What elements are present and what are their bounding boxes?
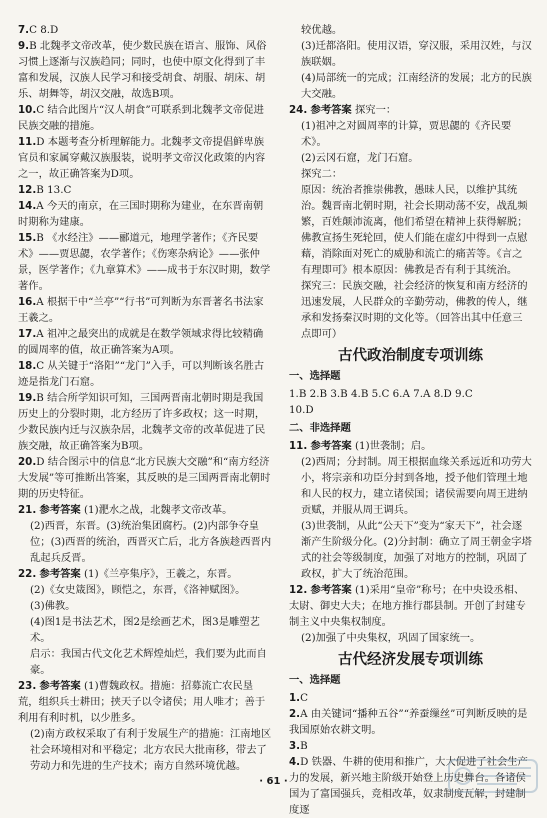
question-number: 14. <box>18 200 37 212</box>
answer-item <box>18 390 273 454</box>
answer-row-2: 10.D <box>289 404 314 416</box>
answer-text: (3)迁都洛阳。使用汉语，穿汉服，采用汉姓，与汉族联姻。 <box>301 40 532 68</box>
answer-item <box>289 582 532 630</box>
answer-item <box>289 438 532 454</box>
question-number: 22. <box>18 568 37 580</box>
answer-subline <box>289 182 532 278</box>
question-number: 24. <box>289 104 308 116</box>
answer-text: (1)曹魏政权。措施：招募流亡农民垦荒，组织兵士耕田；挟天子以令诸侯；用人唯才；善于利用有利时机，以少胜多。 <box>18 680 266 724</box>
answer-text: 探究三：民族交融，社会经济的恢复和南方经济的迅速发展，人民群众的辛勤劳动，佛教的传人，继承和发扬秦汉时期的文化等。（回答出其中任意三点即可） <box>301 280 528 340</box>
question-number: 20. <box>18 456 37 468</box>
answer-text: B 结合所学知识可知，三国两晋南北朝时期是我国历史上的分裂时期，北方经历了许多政权；这一时期，少数民族内迁与汉族杂居，北魏孝文帝的改革促进了民族交融，故正确答案为B项。 <box>18 392 266 452</box>
answer-subline <box>289 454 532 518</box>
right-column <box>289 22 532 818</box>
answer-subline <box>289 118 532 150</box>
answer-item <box>18 502 273 518</box>
answer-item <box>18 678 273 726</box>
answer-text: C 从关键于“洛阳”“龙门”入手，可以判断该名胜古迹是指龙门石窟。 <box>18 360 265 388</box>
answer-text: (2)云冈石窟，龙门石窟。 <box>301 152 419 164</box>
answer-text: (4)局部统一的完成；江南经济的发展；北方的民族大交融。 <box>301 72 532 100</box>
answer-subline <box>18 598 273 614</box>
question-number: 15. <box>18 232 37 244</box>
answer-continuation <box>289 22 532 38</box>
section-head-choice-2: 一、选择题 <box>289 674 341 686</box>
question-number: 11. <box>18 136 37 148</box>
question-number: 17. <box>18 328 37 340</box>
answer-subline <box>18 614 273 646</box>
answer-label: 参考答案 <box>310 440 352 452</box>
question-number: 10. <box>18 104 37 116</box>
answer-item <box>289 102 532 118</box>
answer-label: 参考答案 <box>39 504 81 516</box>
answer-text: B <box>300 740 308 752</box>
answer-item <box>18 22 273 38</box>
answer-text: A 由关键词“播种五谷”“养蚕缫丝”可判断反映的是我国原始农耕文明。 <box>289 708 528 736</box>
answer-text: (1)祖冲之对圆周率的计算，贾思勰的《齐民要术》。 <box>301 120 512 148</box>
answer-item <box>18 182 273 198</box>
answer-label: 参考答案 <box>39 680 81 692</box>
answer-subline <box>289 278 532 342</box>
answer-text: C 8.D <box>29 24 59 36</box>
answer-text: 较优越。 <box>301 24 343 36</box>
answer-item <box>18 198 273 230</box>
answer-item <box>18 230 273 294</box>
answer-text: (3)世袭制，从此“公天下”变为“家天下”，社会逐渐产生阶级分化。(2)分封制：确立了周王朝金字塔式的社会等级制度，加强了对地方的控制，巩固了政权，扩大了统治范围。 <box>301 520 532 580</box>
section-title-economic: 古代经济发展专项训练 <box>338 652 483 668</box>
answer-text: C 结合此图片“汉人胡食”可联系到北魏孝文帝促进民族交融的措施。 <box>18 104 264 132</box>
watermark-logo-icon <box>447 758 539 794</box>
answer-text: (2)南方政权采取了有利于发展生产的措施：江南地区社会环境相对和平稳定；北方农民大批南移，带去了劳动力和先进的生产技术；南方自然环境优越。 <box>30 728 272 772</box>
question-number: 21. <box>18 504 37 516</box>
question-number: 12. <box>289 584 308 596</box>
question-number: 9. <box>18 40 30 52</box>
answer-item <box>18 566 273 582</box>
left-column <box>18 22 273 774</box>
answer-item <box>18 134 273 182</box>
answer-subline <box>289 38 532 70</box>
answer-text: (1)世袭制；启。 <box>355 440 432 452</box>
answer-text: A 根据干中“兰亭”“行书”可判断为东晋著名书法家王羲之。 <box>18 296 264 324</box>
answer-item <box>18 326 273 358</box>
answer-row-1: 1.B 2.B 3.B 4.B 5.C 6.A 7.A 8.D 9.C <box>289 388 473 400</box>
section2-items <box>289 690 532 818</box>
question-number: 3. <box>289 740 301 752</box>
answer-text: C <box>300 692 308 704</box>
answer-label: 参考答案 <box>310 584 352 596</box>
page-number: · 61 · <box>259 776 288 787</box>
answer-subline <box>289 150 532 166</box>
answer-label: 参考答案 <box>310 104 352 116</box>
answer-label: 参考答案 <box>39 568 81 580</box>
section1-items <box>289 438 532 646</box>
answer-text: 探究一： <box>355 104 397 116</box>
right-top-answers <box>289 22 532 342</box>
answer-text: D 铁器、牛耕的使用和推广，大大促进了社会生产力的发展，新兴地主阶级开始登上历史舞台。各诸侯国为了富国强兵，竞相改革，奴隶制度瓦解，封建制度逐 <box>289 756 528 816</box>
answer-text: (2)西周；分封制。周王根据血缘关系远近和功劳大小，将宗亲和功臣分封到各地，授予他们管理土地和人民的权力，建立诸侯国；诸侯需要向周王进纳贡赋，并服从周王调兵。 <box>301 456 532 516</box>
answer-subline <box>18 646 273 678</box>
answer-subline <box>289 70 532 102</box>
answer-text: (2)西晋，东晋。(3)统治集团腐朽。(2)内部争夺皇位；(3)西晋的统治，西晋灭亡后，北方各族趁西晋内乱起兵反晋。 <box>30 520 272 564</box>
answer-subline <box>18 518 273 566</box>
answer-item <box>18 358 273 390</box>
answer-subline <box>289 630 532 646</box>
answer-text: D 结合图示中的信息“北方民族大交融”和“南方经济大发展”等可推断出答案，其反映的是三国两晋南北朝时期的历史特征。 <box>18 456 271 500</box>
answer-text: (1)采用“皇帝”称号；在中央设丞相、太尉、御史大夫；在地方推行郡县制。开创了封建专制主义中央集权制度。 <box>289 584 526 628</box>
answer-text: (1)淝水之战，北魏孝文帝改革。 <box>84 504 233 516</box>
answer-text: (1)《兰亭集序》，王羲之，东晋。 <box>84 568 238 580</box>
question-number: 19. <box>18 392 37 404</box>
question-number: 12. <box>18 184 37 196</box>
answer-text: 启示：我国古代文化艺术辉煌灿烂，我们要为此而自豪。 <box>30 648 267 676</box>
question-number: 4. <box>289 756 301 768</box>
answer-text: A 祖冲之最突出的成就是在数学领域求得比较精确的圆周率的值，故正确答案为A项。 <box>18 328 264 356</box>
question-number: 7. <box>18 24 30 36</box>
answer-subline <box>289 518 532 582</box>
answer-text: (3)佛教。 <box>30 600 76 612</box>
section-head-choice: 一、选择题 <box>289 370 341 382</box>
answer-text: (2)加强了中央集权，巩固了国家统一。 <box>301 632 481 644</box>
section-head-nonchoice: 二、非选择题 <box>289 422 351 434</box>
answer-text: A 今天的南京，在三国时期称为建业，在东晋南朝时期称为建康。 <box>18 200 264 228</box>
answer-text: B 北魏孝文帝改革，使少数民族在语言、服饰、风俗习惯上逐渐与汉族趋同；同时，也使中原文化得到了丰富和发展，汉族人民学习和接受胡食、胡服、胡床、胡乐、胡舞等，胡汉交融，故选B项。 <box>18 40 267 100</box>
question-number: 23. <box>18 680 37 692</box>
answer-subline <box>18 582 273 598</box>
answer-subline <box>18 726 273 774</box>
answer-item <box>18 294 273 326</box>
answer-text: (2)《女史箴图》，顾恺之，东晋，《洛神赋图》。 <box>30 584 246 596</box>
answer-item <box>18 454 273 502</box>
question-number: 18. <box>18 360 37 372</box>
section-title-political: 古代政治制度专项训练 <box>338 348 483 364</box>
question-number: 2. <box>289 708 301 720</box>
question-number: 16. <box>18 296 37 308</box>
question-number: 11. <box>289 440 308 452</box>
answer-text: (4)图1是书法艺术，图2是绘画艺术，图3是雕塑艺术。 <box>30 616 260 644</box>
answer-item <box>18 102 273 134</box>
answer-text: D 本题考查分析理解能力。北魏孝文帝提倡鲜卑族官员和家属穿戴汉族服装，说明孝文帝汉化政策的内容之一，故正确答案为D项。 <box>18 136 266 180</box>
answer-item <box>289 690 532 706</box>
answer-text: 探究二： <box>301 168 343 180</box>
answer-subline <box>289 166 532 182</box>
answer-text: B 13.C <box>36 184 72 196</box>
question-number: 1. <box>289 692 301 704</box>
answer-item <box>289 706 532 738</box>
answer-item <box>289 738 532 754</box>
answer-text: 原因：统治者推崇佛教，愚昧人民，以维护其统治。魏晋南北朝时期，社会长期动荡不安，战乱频繁，百姓颠沛流离，他们希望在精神上获得解脱；佛教宣扬生死轮回，使人们能在虚幻中得到一点慰藉，消除面对死亡的威胁和流亡的痛苦等。《言之有理即可》根本原因：佛教是否有利于其统治。 <box>301 184 528 276</box>
answer-item <box>18 38 273 102</box>
answer-text: B 《水经注》——郦道元，地理学著作；《齐民要术》——贾思勰，农学著作；《伤寒杂病论》——张仲景，医学著作；《九章算术》——成书于东汉时期，数学著作。 <box>18 232 271 292</box>
